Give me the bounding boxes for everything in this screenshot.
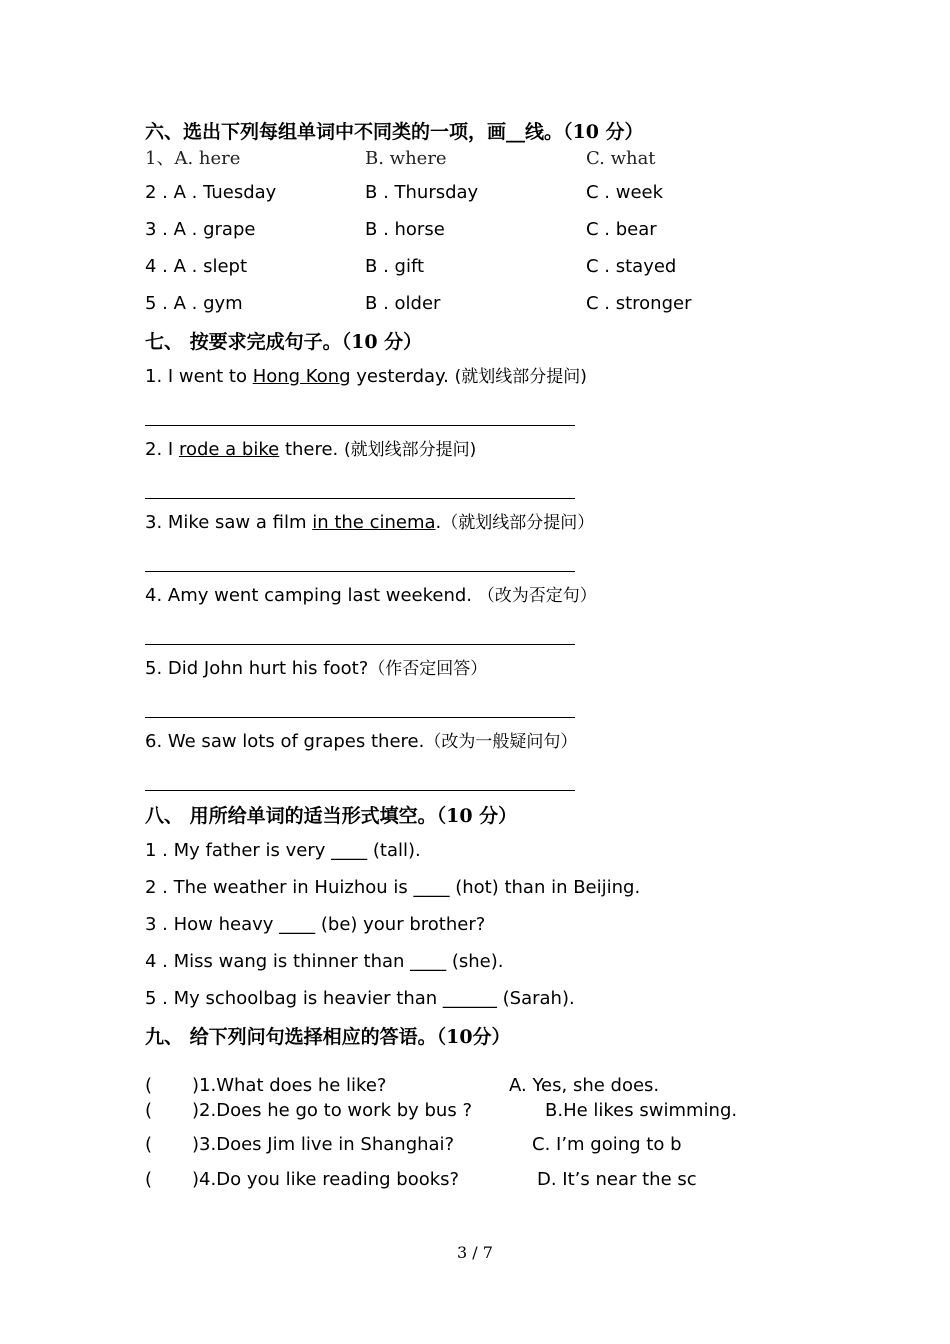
s7-question-1 <box>145 365 587 389</box>
s7-q3-underlined: in the cinema <box>312 512 436 533</box>
s8-item-2: 2 . The weather in Huizhou is ____ (hot) than in Beijing. <box>145 877 641 898</box>
s7-q5-note: （作否定回答） <box>368 659 488 679</box>
s6-row-3-c: C . bear <box>586 219 657 240</box>
s6-row-1-b: B. where <box>365 148 447 169</box>
s7-q3-pre: 3. Mike saw a film <box>145 512 313 533</box>
s9-q2-text: )2.Does he go to work by bus ? <box>192 1100 472 1121</box>
s7-q2-underlined: rode a bike <box>178 439 280 460</box>
page-number: 3 / 7 <box>457 1243 493 1262</box>
s7-question-5 <box>145 657 487 681</box>
s9-q3-open-paren: ( <box>145 1134 153 1155</box>
s9-q1-open-paren: ( <box>145 1075 153 1096</box>
s7-q6-text: 6. We saw lots of grapes there. <box>145 731 425 752</box>
s9-answer-d: D. It’s near the sc <box>537 1169 697 1190</box>
s7-q1-post: yesterday. <box>350 366 455 387</box>
s7-q4-note: （改为否定句） <box>477 586 597 606</box>
s6-row-5 <box>145 292 692 316</box>
s6-row-5-c: C . stronger <box>586 293 692 314</box>
s6-row-1-a: 1、A. here <box>145 148 241 169</box>
s6-row-2-a: 2 . A . Tuesday <box>145 182 277 203</box>
s8-item-4: 4 . Miss wang is thinner than ____ (she). <box>145 951 504 972</box>
s6-row-4-c: C . stayed <box>586 256 677 277</box>
s7-q2-note: (就划线部分提问) <box>344 440 477 460</box>
s6-row-4-b: B . gift <box>365 256 425 277</box>
s7-answer-line-2[interactable] <box>145 498 575 499</box>
s7-question-2 <box>145 438 476 462</box>
s6-row-1-c: C. what <box>586 148 656 169</box>
s7-answer-line-5[interactable] <box>145 717 575 718</box>
section-9-title: 九、 给下列问句选择相应的答语。（10分） <box>145 1026 511 1048</box>
s9-q1-text: )1.What does he like? <box>192 1075 387 1096</box>
section-7-title: 七、 按要求完成句子。（10 分） <box>145 331 423 353</box>
s9-question-2 <box>145 1099 472 1123</box>
s6-row-4-a: 4 . A . slept <box>145 256 248 277</box>
s6-row-3-b: B . horse <box>365 219 445 240</box>
s7-q1-note: (就划线部分提问) <box>454 367 587 387</box>
s9-question-3 <box>145 1133 454 1157</box>
s9-q4-open-paren: ( <box>145 1169 153 1190</box>
s6-row-2 <box>145 181 664 205</box>
s7-q6-note: （改为一般疑问句） <box>424 732 578 752</box>
s9-answer-a: A. Yes, she does. <box>509 1075 660 1096</box>
s6-row-3 <box>145 218 657 242</box>
section-6-title: 六、选出下列每组单词中不同类的一项，画__线。（10 分） <box>145 121 644 143</box>
s7-q5-text: 5. Did John hurt his foot? <box>145 658 369 679</box>
s6-row-1 <box>145 147 656 171</box>
s7-q1-underlined: Hong Kong <box>252 366 351 387</box>
s7-q3-post: . <box>435 512 442 533</box>
s7-answer-line-6[interactable] <box>145 790 575 791</box>
s7-question-6 <box>145 730 577 754</box>
s7-answer-line-4[interactable] <box>145 644 575 645</box>
s9-question-4 <box>145 1168 459 1192</box>
s7-q2-post: there. <box>279 439 345 460</box>
s6-row-2-b: B . Thursday <box>365 182 479 203</box>
s8-item-3: 3 . How heavy ____ (be) your brother? <box>145 914 486 935</box>
s9-question-1 <box>145 1074 386 1098</box>
s9-answer-c: C. I’m going to b <box>532 1134 682 1155</box>
section-8-title: 八、 用所给单词的适当形式填空。（10 分） <box>145 805 518 827</box>
s9-q2-open-paren: ( <box>145 1100 153 1121</box>
s9-q3-text: )3.Does Jim live in Shanghai? <box>192 1134 455 1155</box>
s7-q1-pre: 1. I went to <box>145 366 253 387</box>
s8-item-5: 5 . My schoolbag is heavier than ______ (Sarah). <box>145 988 575 1009</box>
s7-question-3 <box>145 511 594 535</box>
s8-item-1: 1 . My father is very ____ (tall). <box>145 840 421 861</box>
s9-q4-text: )4.Do you like reading books? <box>192 1169 460 1190</box>
s9-answer-b: B.He likes swimming. <box>545 1100 738 1121</box>
s7-q2-pre: 2. I <box>145 439 179 460</box>
s7-answer-line-1[interactable] <box>145 425 575 426</box>
s7-q3-note: （就划线部分提问） <box>441 513 595 533</box>
s7-question-4 <box>145 584 597 608</box>
s7-answer-line-3[interactable] <box>145 571 575 572</box>
s6-row-5-a: 5 . A . gym <box>145 293 243 314</box>
s6-row-3-a: 3 . A . grape <box>145 219 256 240</box>
s6-row-2-c: C . week <box>586 182 664 203</box>
s6-row-5-b: B . older <box>365 293 441 314</box>
s7-q4-text: 4. Amy went camping last weekend. <box>145 585 478 606</box>
s6-row-4 <box>145 255 677 279</box>
